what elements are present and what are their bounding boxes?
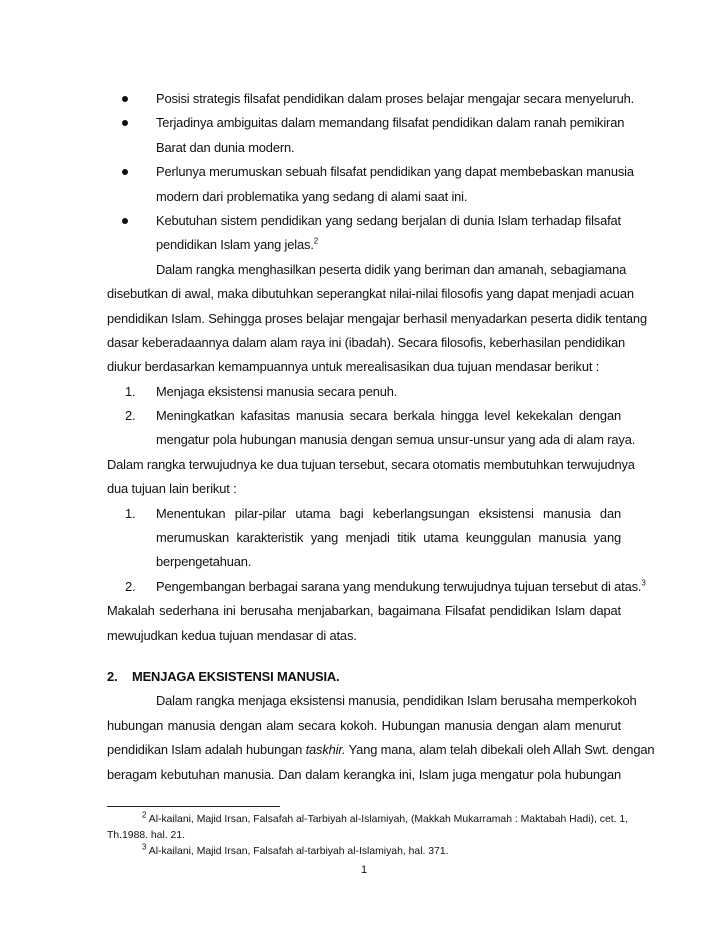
- body-text: [107, 87, 655, 787]
- bullet-line: Kebutuhan sistem pendidikan yang sedang berjalan di dunia Islam terhadap filsafat: [156, 212, 621, 228]
- paragraph-line: Makalah sederhana ini berusaha menjabarkan, bagaimana Filsafat pendidikan Islam dapat: [107, 603, 621, 619]
- paragraph-line: pendidikan Islam. Sehingga proses belajar mengajar berhasil menyadarkan peserta didik tentang: [107, 310, 647, 326]
- footnote-ref[interactable]: 3: [641, 578, 646, 588]
- bullet-item: [107, 87, 635, 111]
- paragraph-line: hubungan manusia dengan alam secara kokoh. Hubungan manusia dengan alam menurut: [107, 717, 621, 733]
- paragraph-line: beragam kebutuhan manusia. Dan dalam kerangka ini, Islam juga mengatur pola hubungan: [107, 766, 621, 782]
- paragraph: [107, 689, 655, 787]
- text-run: Yang mana, alam telah dibekali oleh Allah Swt. dengan: [345, 742, 655, 758]
- paragraph-line: [107, 738, 655, 762]
- footnote-ref[interactable]: 2: [313, 237, 319, 247]
- bullet-line: Perlunya merumuskan sebuah filsafat pendidikan yang dapat membebaskan manusia: [156, 164, 634, 180]
- bullet-line: Posisi strategis filsafat pendidikan dalam proses belajar mengajar secara menyeluruh.: [156, 91, 635, 106]
- item-number: 2.: [125, 578, 136, 594]
- item-line: Meningkatkan kafasitas manusia secara berkala hingga level kekekalan dengan: [156, 408, 621, 424]
- italic-term: taskhir.: [305, 742, 346, 758]
- bullet-line: Terjadinya ambiguitas dalam memandang filsafat pendidikan dalam ranah pemikiran: [156, 115, 625, 131]
- section-title: MENJAGA EKSISTENSI MANUSIA.: [132, 668, 340, 684]
- footnote-continuation: Th.1988. hal. 21.: [107, 830, 185, 841]
- item-line: berpengetahuan.: [156, 554, 252, 570]
- footnote-separator: [107, 806, 280, 807]
- text-run: pendidikan Islam adalah hubungan: [107, 742, 306, 758]
- paragraph-line: Dalam rangka terwujudnya ke dua tujuan tersebut, secara otomatis membutuhkan terwujudnya: [107, 456, 635, 472]
- bullet-dot-icon: [122, 96, 128, 102]
- numbered-item: [107, 575, 646, 599]
- paragraph-line: mewujudkan kedua tujuan mendasar di atas.: [107, 627, 357, 643]
- item-text: Pengembangan berbagai sarana yang mendukung terwujudnya tujuan tersebut di atas.: [156, 578, 642, 594]
- bullet-line: modern dari problematika yang sedang di alami saat ini.: [156, 188, 468, 204]
- paragraph-line: dua tujuan lain berikut :: [107, 481, 237, 497]
- section-heading: [107, 665, 621, 689]
- item-line: merumuskan karakteristik yang menjadi titik utama keunggulan manusia yang: [156, 530, 621, 546]
- item-number: 2.: [125, 408, 136, 424]
- item-number: 1.: [125, 383, 136, 399]
- paragraph-line: Dalam rangka menjaga eksistensi manusia, pendidikan Islam berusaha memperkokoh: [156, 693, 637, 709]
- bullet-text: pendidikan Islam yang jelas.: [156, 237, 314, 253]
- paragraph: [107, 599, 621, 648]
- footnote-marker: 3: [142, 842, 147, 852]
- section-number: 2.: [107, 668, 118, 684]
- item-line: mengatur pola hubungan manusia dengan semua unsur-unsur yang ada di alam raya.: [156, 432, 636, 448]
- bullet-item: [107, 111, 625, 160]
- bullet-dot-icon: [122, 218, 128, 224]
- numbered-item: [107, 380, 621, 404]
- bullet-item: [107, 160, 634, 209]
- bullet-line: [107, 233, 621, 257]
- spacer: [107, 648, 621, 665]
- item-number: 1.: [125, 505, 136, 521]
- footnotes: [107, 810, 629, 860]
- bullet-item: [107, 209, 621, 258]
- footnote: [107, 844, 621, 860]
- bullet-line: Barat dan dunia modern.: [156, 139, 295, 155]
- document-page: [107, 0, 655, 942]
- page-number: 1: [360, 864, 368, 876]
- item-line: Menjaga eksistensi manusia secara penuh.: [156, 383, 398, 399]
- numbered-item: [107, 502, 621, 575]
- paragraph-line: diukur berdasarkan kemampuannya untuk merealisasikan dua tujuan mendasar berikut :: [107, 359, 600, 375]
- footnote-marker: 2: [142, 810, 147, 820]
- footnote-text: Al-kailani, Majid Irsan, Falsafah al-tarbiyah al-Islamiyah, hal. 371.: [146, 846, 449, 857]
- paragraph: [107, 258, 647, 380]
- footnote: [107, 810, 629, 828]
- numbered-item: [107, 404, 636, 453]
- item-line: [107, 575, 646, 599]
- footnote-text: Al-kailani, Majid Irsan, Falsafah al-Tarbiyah al-Islamiyah, (Makkah Mukarramah : Maktabah Hadi), cet. 1,: [146, 814, 629, 825]
- paragraph-line: disebutkan di awal, maka dibutuhkan seperangkat nilai-nilai filosofis yang dapat menjadi acuan: [107, 286, 634, 302]
- item-line: Menentukan pilar-pilar utama bagi keberlangsungan eksistensi manusia dan: [156, 505, 621, 521]
- paragraph-line: Dalam rangka menghasilkan peserta didik yang beriman dan amanah, sebagiamana: [156, 261, 627, 277]
- paragraph: [107, 453, 635, 502]
- paragraph-line: dasar keberadaannya dalam alam raya ini (ibadah). Secara filosofis, keberhasilan pendidikan: [107, 334, 626, 350]
